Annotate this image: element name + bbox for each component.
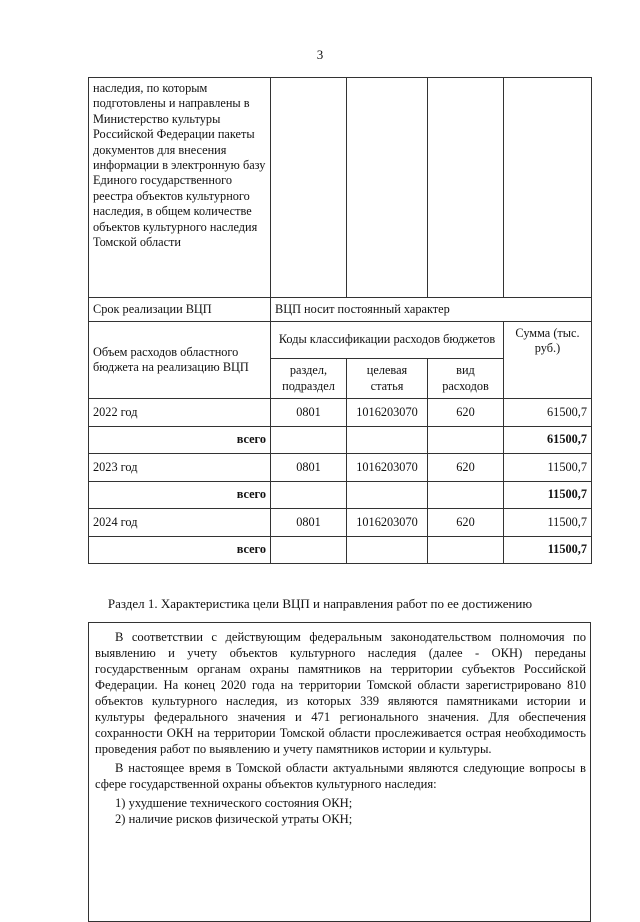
year-sum: 61500,7: [504, 399, 592, 427]
list-item: 1) ухудшение технического состояния ОКН;: [115, 796, 353, 810]
year-sum: 11500,7: [504, 454, 592, 482]
term-row: [89, 298, 592, 322]
total-label: всего: [89, 427, 271, 454]
total-row: [89, 537, 592, 564]
list-item: 2) наличие рисков физической утраты ОКН;: [115, 812, 353, 826]
term-value: ВЦП носит постоянный характер: [271, 298, 592, 322]
empty-cell: [347, 537, 428, 564]
empty-cell: [347, 78, 428, 298]
empty-cell: [428, 78, 504, 298]
article-code: 1016203070: [347, 454, 428, 482]
section-code: 0801: [271, 509, 347, 537]
year-label: 2024 год: [89, 509, 271, 537]
empty-cell: [271, 427, 347, 454]
section-code-header: раздел, подраздел: [271, 359, 347, 399]
total-label: всего: [89, 482, 271, 509]
empty-cell: [428, 427, 504, 454]
empty-cell: [347, 482, 428, 509]
total-sum: 11500,7: [504, 482, 592, 509]
section-code: 0801: [271, 399, 347, 427]
section-text-box: [88, 622, 591, 922]
empty-cell: [271, 78, 347, 298]
paragraph: В настоящее время в Томской области актуальными являются следующие вопросы в сфере государственной охраны объектов культурного наследия:: [95, 761, 586, 791]
total-sum: 61500,7: [504, 427, 592, 454]
type-header: вид расходов: [428, 359, 504, 399]
budget-label: Объем расходов областного бюджета на реализацию ВЦП: [89, 322, 271, 399]
article-header: целевая статья: [347, 359, 428, 399]
year-row: [89, 454, 592, 482]
type-code: 620: [428, 509, 504, 537]
type-code: 620: [428, 399, 504, 427]
continued-row: [89, 78, 592, 298]
empty-cell: [504, 78, 592, 298]
section-heading: Раздел 1. Характеристика цели ВЦП и направления работ по ее достижению: [107, 596, 533, 611]
codes-header: Коды классификации расходов бюджетов: [271, 322, 504, 359]
type-code: 620: [428, 454, 504, 482]
page-number: 3: [316, 47, 324, 62]
year-label: 2023 год: [89, 454, 271, 482]
article-code: 1016203070: [347, 509, 428, 537]
paragraph: В соответствии с действующим федеральным законодательством полномочия по выявлению и учету объектов культурного наследия (далее - ОКН) переданы государственным органам охраны памятников на территории субъектов Российской Федерации. На конец 2020 года на территории Томской области зарегистрировано 810 объектов культурного наследия, из которых 339 являются памятниками истории и культуры федерального значения и 471 регионального значения. Для обеспечения сохранности ОКН на территории Томской области прослеживается острая необходимость проведения работ по выявлению и учету памятников истории и культуры.: [95, 630, 586, 756]
program-info-table: [88, 77, 592, 564]
section-code: 0801: [271, 454, 347, 482]
empty-cell: [347, 427, 428, 454]
budget-header-row: [89, 322, 592, 359]
sum-header: Сумма (тыс. руб.): [504, 322, 592, 399]
empty-cell: [428, 537, 504, 564]
term-label: Срок реализации ВЦП: [89, 298, 271, 322]
article-code: 1016203070: [347, 399, 428, 427]
year-row: [89, 509, 592, 537]
total-row: [89, 482, 592, 509]
total-label: всего: [89, 537, 271, 564]
year-sum: 11500,7: [504, 509, 592, 537]
empty-cell: [271, 482, 347, 509]
year-row: [89, 399, 592, 427]
empty-cell: [271, 537, 347, 564]
continued-text: наследия, по которым подготовлены и направлены в Министерство культуры Российской Федерации пакеты документов для внесения информации в электронную базу Единого государственного реестра объектов культурного наследия, в общем количестве объектов культурного наследия Томской области: [89, 78, 271, 298]
empty-cell: [428, 482, 504, 509]
year-label: 2022 год: [89, 399, 271, 427]
total-sum: 11500,7: [504, 537, 592, 564]
total-row: [89, 427, 592, 454]
